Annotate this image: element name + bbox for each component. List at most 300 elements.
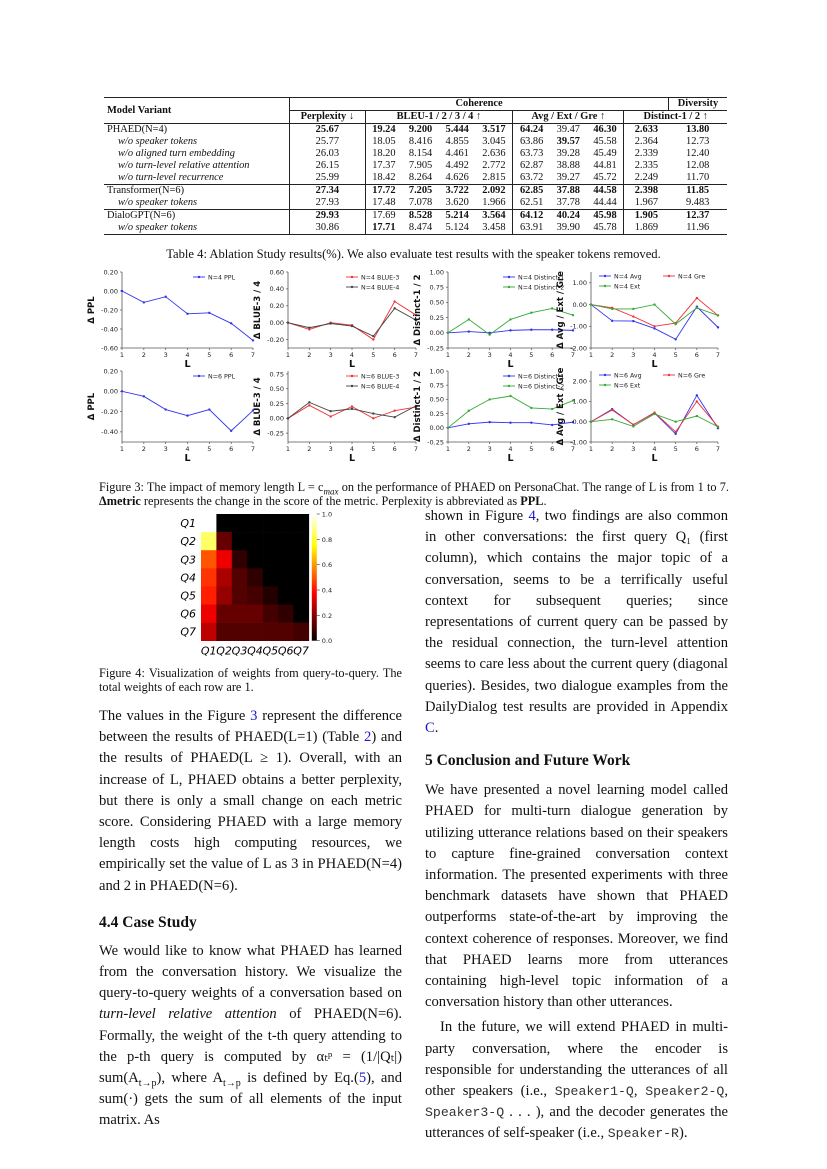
right-paragraph-3: [425, 1017, 728, 1144]
y-tick-label: 0.00: [572, 300, 587, 309]
data-point: [632, 315, 634, 317]
caption-text: .: [543, 494, 547, 508]
legend-marker: [604, 384, 606, 386]
text: is defined by Eq.(: [240, 1070, 359, 1087]
table-cell: 8.154: [408, 148, 433, 159]
data-point: [393, 409, 395, 411]
y-tick-label: 0.20: [269, 302, 284, 311]
figure-4-caption: Figure 4: Visualization of weights from query-to-query. The total weights of each row are 1.: [99, 666, 402, 694]
data-point: [632, 320, 634, 322]
table-link[interactable]: 2: [364, 729, 372, 746]
text: In the future, we will extend PHAED in multi-party conversation, where the encoder is responsible for understanding the utterances of all other speakers (i.e.,: [425, 1019, 728, 1100]
data-point: [393, 300, 395, 302]
heatmap-cell: [278, 514, 294, 532]
table-cell: 5.214: [439, 210, 476, 223]
chart-panel: [413, 268, 575, 370]
legend-label: N=4 Gre: [678, 273, 706, 281]
legend-label: N=4 Distinct-2: [518, 284, 565, 292]
heatmap-cell: [278, 623, 294, 641]
legend-label: N=4 PPL: [208, 274, 236, 282]
data-point: [674, 421, 676, 423]
data-point: [468, 410, 470, 412]
x-tick-label: 2: [610, 351, 615, 359]
equation-link[interactable]: 5: [358, 1070, 367, 1087]
table-cell: 1.966: [482, 197, 506, 208]
y-tick-label: 0.00: [103, 387, 118, 396]
data-point: [632, 308, 634, 310]
data-point: [447, 332, 449, 334]
heatmap-cell: [201, 605, 217, 623]
x-tick-label: 7: [250, 445, 256, 453]
data-point: [696, 307, 698, 309]
y-tick-label: -0.40: [101, 428, 118, 437]
y-axis-label: Δ Distinct-1 / 2: [413, 370, 423, 443]
y-tick-label: 0.50: [269, 385, 284, 394]
caption-bold: PPL: [520, 494, 544, 508]
x-tick-label: 1: [445, 445, 451, 453]
row-label: Q1: [180, 517, 196, 531]
table-cell: 63.91: [513, 222, 550, 235]
data-point: [551, 307, 553, 309]
y-axis-label: Δ BLUE-3 / 4: [253, 280, 263, 340]
legend-label: N=6 BLUE-4: [361, 383, 400, 391]
figure-link[interactable]: 4: [528, 508, 536, 524]
heatmap-cell: [278, 532, 294, 550]
legend-label: N=6 Gre: [678, 372, 706, 380]
heatmap-cell: [201, 550, 217, 568]
table-cell: 18.20: [365, 148, 402, 160]
data-point: [632, 425, 634, 427]
legend-marker: [668, 374, 670, 376]
data-point: [674, 431, 676, 433]
table-cell: 7.905: [408, 160, 433, 171]
heatmap-cell: [216, 586, 232, 604]
colorbar-tick-label: 1.0: [321, 510, 333, 519]
table-cell: 12.73: [686, 136, 710, 147]
data-point: [468, 318, 470, 320]
table-cell: 2.339: [624, 148, 669, 160]
legend-marker: [604, 374, 606, 376]
heatmap-cell: [293, 586, 309, 604]
header-bleu: BLEU-1 / 2 / 3 / 4 ↑: [365, 111, 513, 124]
legend-label: N=4 Avg: [614, 273, 642, 281]
heatmap-cell: [293, 532, 309, 550]
x-tick-label: 2: [610, 445, 615, 453]
data-point: [393, 307, 395, 309]
heatmap-cell: [201, 532, 217, 550]
data-point: [468, 423, 470, 425]
table-cell: 37.88: [550, 185, 587, 198]
data-point: [488, 333, 490, 335]
heatmap-cell: [293, 623, 309, 641]
y-tick-label: 0.00: [429, 329, 444, 338]
x-tick-label: 7: [715, 445, 721, 453]
table-cell: 12.08: [686, 160, 710, 171]
y-axis-label: Δ BLUE-3 / 4: [253, 377, 263, 436]
table-cell: 27.34: [290, 185, 365, 198]
table-cell: 45.58: [593, 136, 617, 147]
y-tick-label: 0.50: [429, 298, 444, 307]
y-tick-label: 1.00: [429, 268, 444, 277]
y-tick-label: -0.60: [101, 344, 118, 353]
data-point: [590, 303, 592, 305]
y-axis-label: Δ Avg / Ext / Gre: [556, 271, 566, 349]
data-point: [590, 421, 592, 423]
header-perplexity: Perplexity ↓: [290, 111, 365, 124]
heatmap-cell: [278, 568, 294, 586]
table-cell: 4.626: [445, 172, 469, 183]
data-point: [488, 398, 490, 400]
x-tick-label: 3: [163, 351, 168, 359]
legend-label: N=4 BLUE-3: [361, 274, 400, 282]
heatmap-cell: [247, 532, 263, 550]
y-tick-label: -0.25: [427, 344, 444, 353]
x-tick-label: 3: [487, 351, 492, 359]
x-tick-label: 7: [413, 351, 419, 359]
section-heading-conclusion: 5 Conclusion and Future Work: [425, 752, 631, 770]
chart-panel: [413, 367, 575, 464]
y-tick-label: 0.40: [269, 285, 284, 294]
text: ,: [633, 1083, 646, 1100]
data-point: [611, 320, 613, 322]
y-tick-label: 0.25: [429, 313, 444, 322]
table-cell: 9.483: [686, 197, 710, 208]
table-cell: 1.869: [624, 222, 669, 235]
model-name: w/o speaker tokens: [118, 136, 198, 147]
heatmap-cell: [263, 568, 279, 586]
x-tick-label: 4: [185, 351, 190, 359]
text: shown in Figure: [425, 508, 529, 524]
y-tick-label: -1.00: [570, 322, 587, 331]
y-tick-label: 0.60: [269, 268, 284, 277]
colorbar-tick-label: 0.8: [321, 535, 333, 544]
y-tick-label: 1.00: [572, 279, 587, 288]
heatmap-cell: [263, 532, 279, 550]
table-cell: 3.722: [439, 185, 476, 198]
heatmap-cell: [216, 568, 232, 586]
x-axis-label: L: [184, 453, 191, 464]
table-cell: 18.42: [365, 172, 402, 185]
x-tick-label: 1: [588, 445, 594, 453]
table-cell: 2.772: [482, 160, 506, 171]
table-cell: 45.98: [587, 210, 624, 223]
heatmap-cell: [232, 532, 248, 550]
caption-text: Figure 3: The impact of memory length L = c: [99, 480, 324, 494]
legend-marker: [508, 276, 510, 278]
figure-4-heatmap: [150, 508, 350, 660]
row-label: Q5: [180, 589, 196, 603]
x-axis-label: L: [507, 453, 514, 464]
table-cell: 46.30: [587, 124, 624, 137]
data-point: [509, 318, 511, 320]
table-cell: 11.70: [686, 172, 710, 183]
data-point: [372, 412, 374, 414]
model-name: w/o speaker tokens: [118, 197, 198, 208]
text: of PHAED(N=6). Formally, the weight of the t-th query attending to the p-th query is computed by αₜᵖ = (1/|Qₜ|) sum(A: [99, 1006, 402, 1087]
x-tick-label: 5: [207, 445, 212, 453]
data-point: [329, 322, 331, 324]
text: ) and the results of PHAED(L ≥ 1). Overall, with an increase of L, PHAED obtains a better perplexity, but there is only a small change on each metric score. Considering PHAED with a large memory length costs high computing resources, we empirically set the value of L as 3 in PHAED(N=4) and 2 in PHAED(N=6).: [99, 729, 402, 894]
table-cell: 4.461: [445, 148, 469, 159]
data-point: [717, 426, 719, 428]
x-tick-label: 4: [652, 351, 657, 359]
x-tick-label: 5: [371, 445, 376, 453]
model-name: w/o aligned turn embedding: [118, 148, 235, 159]
code-token: Speaker-R: [607, 1126, 679, 1142]
x-tick-label: 1: [285, 351, 291, 359]
x-tick-label: 3: [487, 445, 492, 453]
table-cell: 38.88: [556, 160, 581, 171]
data-point: [372, 338, 374, 340]
chart-panel: [556, 271, 720, 370]
x-tick-label: 5: [673, 351, 678, 359]
heatmap-cell: [216, 605, 232, 623]
table-cell: 12.40: [686, 148, 710, 159]
data-point: [164, 296, 166, 298]
appendix-link[interactable]: C: [425, 720, 435, 737]
data-point: [696, 400, 698, 402]
y-tick-label: -1.00: [570, 438, 587, 447]
data-point: [329, 410, 331, 412]
code-token: Speaker1-Q: [554, 1084, 634, 1100]
y-axis-label: Δ Avg / Ext / Gre: [556, 367, 566, 446]
table-cell: 39.57: [556, 136, 581, 147]
table-caption: Table 4: Ablation Study results(%). We also evaluate test results with the speaker tokens removed.: [166, 247, 661, 261]
heatmap-cell: [293, 550, 309, 568]
table-cell: 2.364: [624, 136, 669, 148]
x-tick-label: 6: [550, 445, 555, 453]
legend-marker: [198, 276, 200, 278]
table-cell: 9.200: [402, 124, 439, 137]
y-tick-label: 0.00: [103, 287, 118, 296]
y-tick-label: -0.20: [267, 335, 284, 344]
chart-panel: [250, 370, 419, 464]
table-cell: 3.620: [445, 197, 469, 208]
table-cell: 64.12: [513, 210, 550, 223]
code-token: Speaker2-Q: [645, 1084, 725, 1100]
data-point: [393, 416, 395, 418]
table-cell: 1.905: [624, 210, 669, 223]
table-cell: 40.24: [550, 210, 587, 223]
model-name: w/o turn-level relative attention: [118, 160, 250, 171]
heatmap-cell: [263, 514, 279, 532]
header-embedding: Avg / Ext / Gre ↑: [513, 111, 624, 124]
row-label: Q2: [180, 535, 196, 549]
x-tick-label: 1: [119, 351, 125, 359]
legend-label: N=6 BLUE-3: [361, 373, 400, 381]
data-point: [530, 421, 532, 423]
table-cell: 39.28: [556, 148, 581, 159]
data-point: [287, 321, 289, 323]
header-diversity: Diversity: [668, 98, 727, 111]
colorbar-tick-label: 0.2: [321, 611, 333, 620]
series-line: [122, 291, 253, 340]
heatmap-cell: [216, 514, 232, 532]
row-label: Q3: [180, 553, 196, 567]
table-cell: 25.67: [290, 124, 365, 137]
data-point: [530, 329, 532, 331]
y-tick-label: 0.20: [103, 367, 118, 376]
left-column: [99, 706, 402, 1132]
heatmap-cell: [247, 568, 263, 586]
data-point: [372, 335, 374, 337]
table-cell: 17.69: [365, 210, 402, 223]
table-cell: 3.517: [476, 124, 513, 137]
data-point: [611, 409, 613, 411]
series-line: [122, 391, 253, 431]
x-tick-label: 2: [466, 351, 471, 359]
column-label: Q3: [231, 644, 248, 658]
y-tick-label: 0.75: [269, 370, 284, 379]
table-cell: 39.47: [550, 124, 587, 137]
text: ): [156, 1070, 162, 1087]
figure-3-caption: [99, 480, 729, 508]
table-cell: 2.335: [624, 160, 669, 172]
data-point: [121, 290, 123, 292]
x-tick-label: 7: [250, 351, 256, 359]
x-tick-label: 6: [229, 351, 234, 359]
model-name: Transformer(N=6): [104, 185, 290, 198]
subscript: t→p: [223, 1077, 241, 1089]
data-point: [551, 424, 553, 426]
table-cell: 3.045: [482, 136, 506, 147]
x-tick-label: 6: [550, 351, 555, 359]
table-cell: 7.078: [408, 197, 433, 208]
heatmap-cell: [247, 514, 263, 532]
table-cell: 3.564: [476, 210, 513, 223]
header-coherence: Coherence: [290, 98, 669, 111]
table-cell: 19.24: [365, 124, 402, 137]
table-cell: 3.458: [476, 222, 513, 235]
legend-marker: [198, 375, 200, 377]
data-point: [143, 301, 145, 303]
subscript: t→p: [138, 1077, 157, 1089]
legend-label: N=4 Ext: [614, 283, 641, 291]
table-cell: 26.15: [290, 160, 365, 172]
data-point: [208, 312, 210, 314]
legend-label: N=6 Avg: [614, 372, 642, 380]
data-point: [717, 326, 719, 328]
data-point: [230, 322, 232, 324]
header-model-variant: Model Variant: [104, 98, 290, 124]
table-cell: 5.444: [439, 124, 476, 137]
table-cell: 44.44: [593, 197, 617, 208]
heatmap-cell: [216, 623, 232, 641]
x-tick-label: 4: [349, 351, 355, 359]
series-line: [591, 414, 718, 427]
data-point: [351, 405, 353, 407]
table-cell: 2.092: [476, 185, 513, 198]
x-tick-label: 4: [349, 445, 355, 453]
data-point: [208, 408, 210, 410]
text: The values in the Figure: [99, 708, 251, 724]
data-point: [308, 401, 310, 403]
legend-marker: [668, 275, 670, 277]
table-cell: 44.58: [587, 185, 624, 198]
text: We would like to know what PHAED has learned from the conversation history. We visualize the query-to-query weights of a conversation based on: [99, 942, 402, 1002]
heatmap-cell: [278, 605, 294, 623]
y-tick-label: 0.00: [269, 318, 284, 327]
table-cell: 12.37: [668, 210, 727, 223]
heatmap-cell: [232, 623, 248, 641]
text: ,: [724, 1083, 728, 1100]
x-tick-label: 4: [185, 445, 190, 453]
column-label: Q7: [293, 644, 309, 658]
x-axis-label: L: [651, 359, 658, 370]
table-cell: 63.73: [513, 148, 550, 160]
table-cell: 4.492: [445, 160, 469, 171]
x-tick-label: 1: [285, 445, 291, 453]
column-label: Q2: [216, 644, 232, 658]
heatmap-cell: [201, 514, 217, 532]
y-tick-label: 0.20: [103, 268, 118, 277]
x-axis-label: L: [651, 453, 658, 464]
x-axis-label: L: [184, 359, 191, 370]
column-label: Q4: [247, 644, 263, 658]
table-cell: 39.27: [556, 172, 581, 183]
data-point: [329, 415, 331, 417]
table-cell: 45.72: [593, 172, 617, 183]
figure-link[interactable]: 3: [250, 708, 258, 724]
x-tick-label: 7: [413, 445, 419, 453]
right-paragraph-2: We have presented a novel learning model called PHAED for multi-turn dialogue generation by utilizing utterance relations based on their speakers to capture fine-grained conversation context information. The presented experiments with three benchmark datasets have shown that PHAED outperforms state-of-the-art by improving the context coherence of responses. Moreover, we find that PHAED learns more from utterances containing high-level topic information of a conversation history than other utterances.: [425, 782, 728, 1011]
y-tick-label: 0.25: [429, 409, 444, 418]
left-paragraph-1: [99, 706, 402, 897]
x-tick-label: 6: [694, 445, 699, 453]
y-tick-label: -2.00: [570, 344, 587, 353]
x-tick-label: 3: [631, 445, 636, 453]
colorbar-tick-label: 0.6: [321, 561, 333, 570]
data-point: [530, 312, 532, 314]
row-label: Q6: [180, 607, 196, 621]
legend-label: N=6 Ext: [614, 382, 641, 390]
heatmap-cell: [247, 605, 263, 623]
figure-3-charts: [0, 0, 827, 475]
data-point: [186, 313, 188, 315]
model-name: DialoGPT(N=6): [104, 210, 290, 223]
section-heading-case-study: 4.4 Case Study: [99, 913, 197, 931]
colorbar: [312, 514, 317, 641]
y-tick-label: -0.20: [101, 407, 118, 416]
x-tick-label: 3: [631, 351, 636, 359]
heatmap-cell: [201, 623, 217, 641]
table-cell: 2.249: [624, 172, 669, 185]
table-cell: 8.474: [402, 222, 439, 235]
x-tick-label: 3: [328, 445, 333, 453]
code-token: Speaker3-Q: [425, 1105, 505, 1121]
table-cell: 17.72: [365, 185, 402, 198]
data-point: [611, 308, 613, 310]
data-point: [287, 417, 289, 419]
y-tick-label: 0.00: [269, 414, 284, 423]
x-axis-label: L: [348, 359, 356, 370]
heatmap-cell: [263, 623, 279, 641]
data-point: [351, 408, 353, 410]
heatmap-cell: [263, 586, 279, 604]
data-point: [230, 430, 232, 432]
heatmap-cell: [232, 586, 248, 604]
x-tick-label: 6: [392, 351, 397, 359]
table-cell: 2.815: [482, 172, 506, 183]
heatmap-cell: [232, 605, 248, 623]
legend-label: N=4 BLUE-4: [361, 284, 400, 292]
data-point: [372, 417, 374, 419]
heatmap-cell: [293, 605, 309, 623]
data-point: [468, 330, 470, 332]
table-cell: 62.85: [513, 185, 550, 198]
heatmap-cell: [232, 568, 248, 586]
table-cell: 7.205: [402, 185, 439, 198]
